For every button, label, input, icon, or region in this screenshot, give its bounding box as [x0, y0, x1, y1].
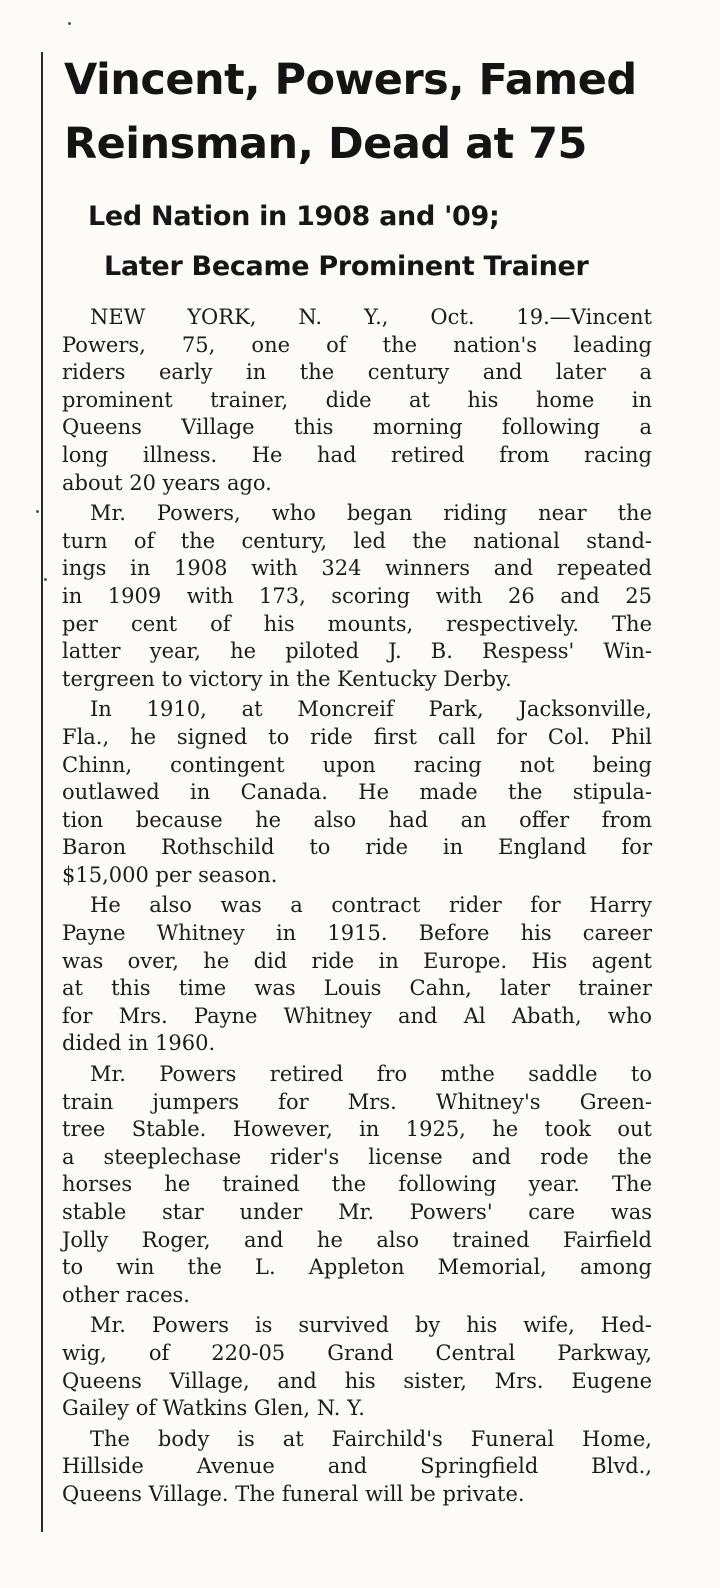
article-line: riders early in the century and later a: [62, 360, 652, 385]
article-paragraph: [62, 1426, 652, 1509]
article-line: other races.: [62, 1282, 190, 1307]
paper-speck: [68, 22, 71, 25]
paper-speck: [36, 510, 39, 513]
article-line: outlawed in Canada. He made the stipula-: [62, 780, 652, 805]
article-line: Mr. Powers retired fro mthe saddle to: [90, 1062, 652, 1087]
article-line: Mr. Powers, who began riding near the: [90, 501, 652, 526]
headline-line: Reinsman, Dead at 75: [64, 119, 587, 169]
article-line: latter year, he piloted J. B. Respess' Win-: [62, 639, 652, 664]
article-line: He also was a contract rider for Harry: [90, 893, 652, 918]
article-line: dided in 1960.: [62, 1031, 216, 1056]
article-line: The body is at Fairchild's Funeral Home,: [90, 1426, 652, 1451]
article-line: Queens Village this morning following a: [62, 415, 652, 440]
article-paragraph: [62, 1061, 652, 1309]
article-line: $15,000 per season.: [62, 862, 278, 887]
article-paragraph: [62, 696, 652, 889]
article-line: Jolly Roger, and he also trained Fairfield: [62, 1227, 652, 1252]
subheadline: [0, 192, 720, 292]
article-line: prominent trainer, dide at his home in: [62, 387, 652, 412]
article-line: In 1910, at Moncreif Park, Jacksonville,: [90, 697, 652, 722]
article-line: train jumpers for Mrs. Whitney's Green-: [62, 1089, 652, 1114]
article-line: ings in 1908 with 324 winners and repeated: [62, 556, 652, 581]
article-paragraph: [62, 1312, 652, 1422]
article-line: a steeplechase rider's license and rode the: [62, 1144, 652, 1169]
article-line: long illness. He had retired from racing: [62, 442, 652, 467]
article-line: Payne Whitney in 1915. Before his career: [62, 921, 652, 946]
article-line: at this time was Louis Cahn, later trainer: [62, 976, 652, 1001]
article-body: [62, 304, 652, 1512]
article-line: wig, of 220-05 Grand Central Parkway,: [62, 1340, 652, 1365]
article-line: Hillside Avenue and Springfield Blvd.,: [62, 1454, 652, 1479]
paper-speck: [44, 578, 47, 581]
article-line: Queens Village, and his sister, Mrs. Eugene: [62, 1368, 652, 1393]
article-line: stable star under Mr. Powers' care was: [62, 1200, 652, 1224]
article-line: Powers, 75, one of the nation's leading: [62, 332, 652, 357]
article-line: tree Stable. However, in 1925, he took out: [62, 1117, 652, 1142]
headline-line: Vincent, Powers, Famed: [64, 55, 637, 105]
article-paragraph: [62, 304, 652, 497]
article-line: tion because he also had an offer from: [62, 807, 652, 832]
article-line: NEW YORK, N. Y., Oct. 19.—Vincent: [90, 305, 652, 329]
article-line: horses he trained the following year. The: [62, 1172, 652, 1197]
article-line: for Mrs. Payne Whitney and Al Abath, who: [62, 1003, 652, 1028]
article-line: per cent of his mounts, respectively. The: [62, 611, 652, 636]
article-line: Queens Village. The funeral will be private.: [62, 1481, 525, 1506]
article-line: tergreen to victory in the Kentucky Derby.: [62, 666, 512, 691]
article-line: Baron Rothschild to ride in England for: [62, 835, 652, 860]
subheadline-line: Later Became Prominent Trainer: [104, 251, 589, 282]
article-line: Gailey of Watkins Glen, N. Y.: [62, 1396, 365, 1421]
subheadline-line: Led Nation in 1908 and '09;: [88, 201, 500, 232]
headline: [64, 48, 664, 176]
article-line: Fla., he signed to ride first call for Col. Phil: [62, 724, 652, 749]
article-line: was over, he did ride in Europe. His agent: [62, 948, 652, 973]
article-paragraph: [62, 500, 652, 693]
article-line: in 1909 with 173, scoring with 26 and 25: [62, 583, 652, 608]
article-line: Chinn, contingent upon racing not being: [62, 752, 652, 777]
article-paragraph: [62, 892, 652, 1058]
article-line: to win the L. Appleton Memorial, among: [62, 1255, 652, 1280]
article-line: about 20 years ago.: [62, 470, 272, 495]
article-line: turn of the century, led the national stand-: [62, 528, 652, 553]
article-line: Mr. Powers is survived by his wife, Hed-: [90, 1313, 652, 1338]
